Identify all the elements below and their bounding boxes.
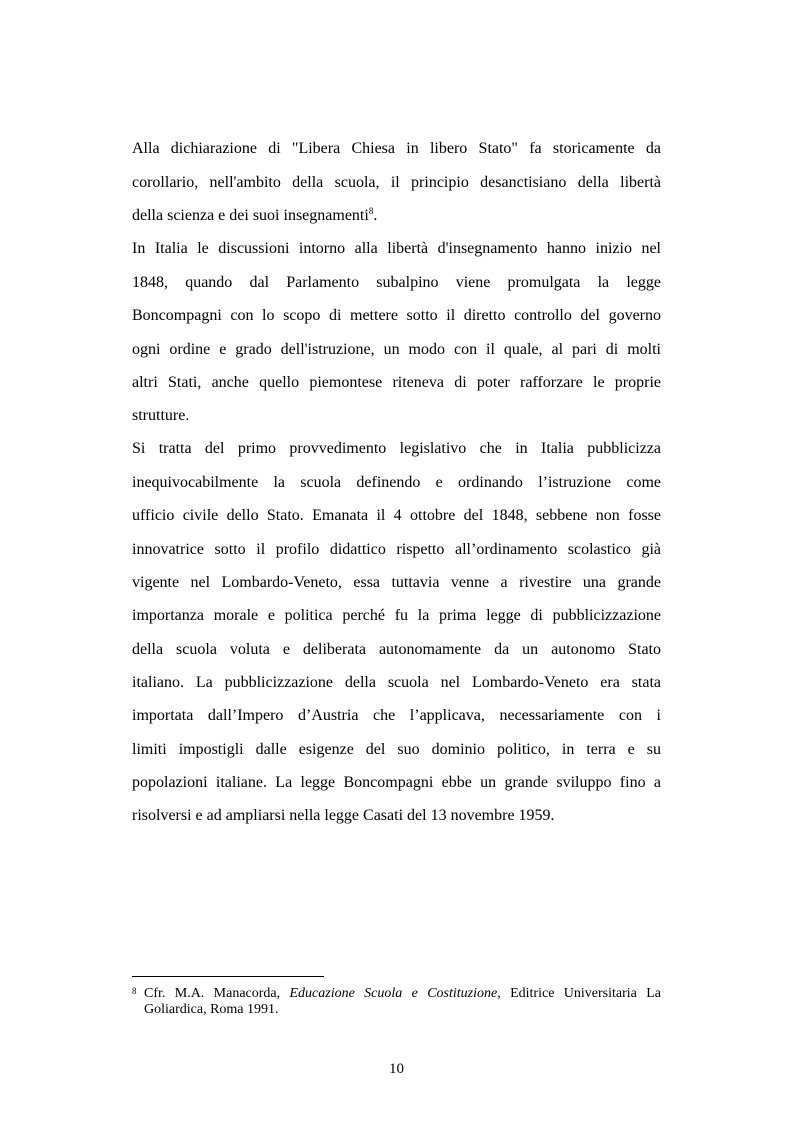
text-line: Alla dichiarazione di "Libera Chiesa in libero Stato" fa storicamente da	[132, 140, 661, 157]
footnote-marker: 8	[132, 986, 137, 996]
text-line: altri Stati, anche quello piemontese riteneva di poter rafforzare le proprie	[132, 374, 661, 391]
text-run: .	[373, 207, 378, 224]
text-line: importanza morale e politica perché fu la prima legge di pubblicizzazione	[132, 607, 661, 624]
footnote-prefix: Cfr. M.A. Manacorda,	[144, 986, 290, 1001]
text-line: corollario, nell'ambito della scuola, il principio desanctisiano della libertà	[132, 174, 661, 191]
text-line: Boncompagni con lo scopo di mettere sotto il diretto controllo del governo	[132, 307, 661, 324]
text-line: ufficio civile dello Stato. Emanata il 4 ottobre del 1848, sebbene non fosse	[132, 507, 661, 524]
text-line: innovatrice sotto il profilo didattico rispetto all’ordinamento scolastico già	[132, 541, 661, 558]
footnote-title: Educazione Scuola e Costituzione	[289, 986, 498, 1001]
text-line: risolversi e ad ampliarsi nella legge Casati del 13 novembre 1959.	[132, 807, 555, 824]
text-line: inequivocabilmente la scuola definendo e ordinando l’istruzione come	[132, 474, 661, 491]
text-line: Si tratta del primo provvedimento legislativo che in Italia pubblicizza	[132, 440, 661, 457]
text-line: limiti impostigli dalle esigenze del suo dominio politico, in terra e su	[132, 741, 661, 758]
footnote-suffix: , Editrice Universitaria La	[497, 986, 661, 1001]
text-line: vigente nel Lombardo-Veneto, essa tuttavia venne a rivestire una grande	[132, 574, 661, 591]
text-line: 1848, quando dal Parlamento subalpino viene promulgata la legge	[132, 274, 661, 291]
footnote-line: Goliardica, Roma 1991.	[144, 1002, 279, 1017]
text-line: strutture.	[132, 407, 190, 424]
footnote-divider	[132, 976, 324, 977]
footnote-line	[144, 986, 661, 1002]
text-line: della scuola voluta e deliberata autonomamente da un autonomo Stato	[132, 641, 661, 658]
footnote-reference[interactable]: 8	[368, 206, 374, 216]
text-line: popolazioni italiane. La legge Boncompagni ebbe un grande sviluppo fino a	[132, 774, 661, 791]
text-line: italiano. La pubblicizzazione della scuola nel Lombardo-Veneto era stata	[132, 674, 661, 691]
text-line: ogni ordine e grado dell'istruzione, un modo con il quale, al pari di molti	[132, 341, 661, 358]
text-run: della scienza e dei suoi insegnamenti	[132, 207, 369, 224]
text-line	[132, 207, 661, 225]
text-line: importata dall’Impero d’Austria che l’applicava, necessariamente con i	[132, 707, 661, 724]
page-number: 10	[389, 1061, 404, 1077]
text-line: In Italia le discussioni intorno alla libertà d'insegnamento hanno inizio nel	[132, 240, 661, 257]
